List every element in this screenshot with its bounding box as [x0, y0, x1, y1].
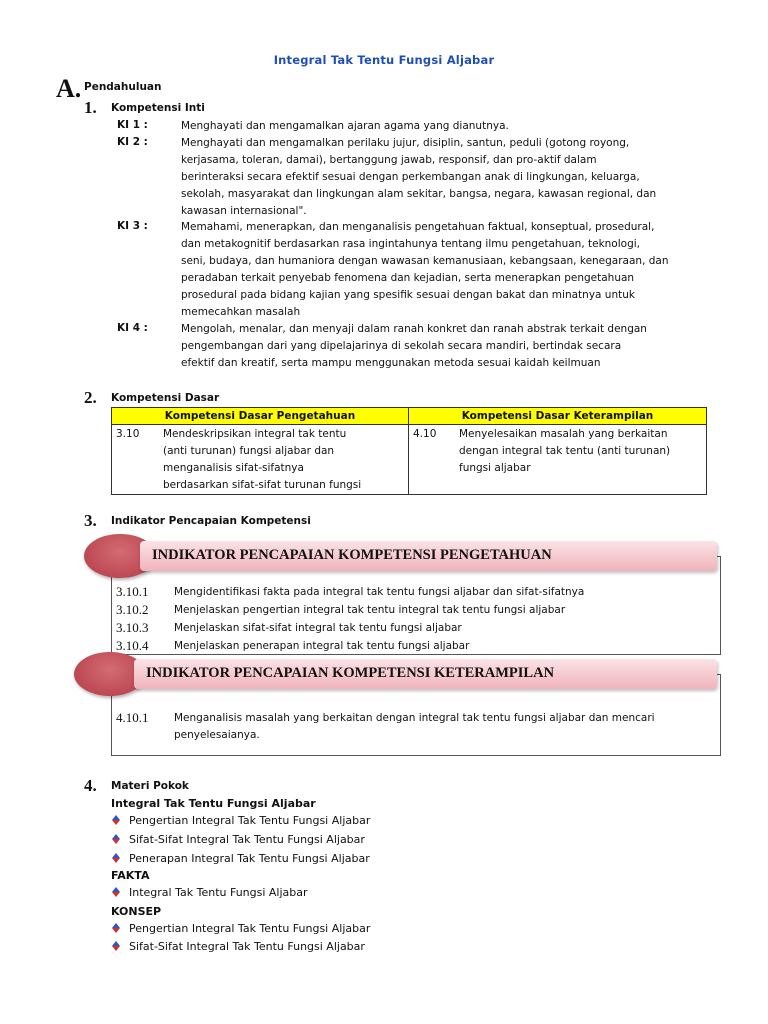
document-title: Integral Tak Tentu Fungsi Aljabar	[273, 53, 495, 67]
list-item	[111, 886, 308, 899]
ki2-line: kerjasama, toleran, damai), bertanggung jawab, responsif, dan pro-aktif dalam	[181, 154, 597, 166]
ki3-line: dan metakognitif berdasarkan rasa ingintahunya tentang ilmu pengetahuan, teknologi,	[181, 238, 640, 250]
indikator-code: 3.10.4	[116, 638, 149, 653]
kd-line: berdasarkan sifat-sifat turunan fungsi	[163, 479, 362, 491]
bullet-arrow-icon	[111, 941, 121, 951]
kd-line: (anti turunan) fungsi aljabar dan	[163, 445, 335, 457]
ki4-text	[181, 321, 706, 372]
konsep-label: KONSEP	[111, 905, 162, 918]
section-a-letter: A.	[56, 74, 82, 103]
section-1-number: 1.	[84, 98, 97, 117]
ki3-line: Memahami, menerapkan, dan menganalisis pengetahuan faktual, konseptual, prosedural,	[181, 221, 655, 233]
kd-code: 3.10	[116, 428, 140, 440]
bullet-arrow-icon	[111, 923, 121, 933]
fakta-label: FAKTA	[111, 869, 150, 882]
ki3-line: seni, budaya, dan humaniora dengan wawasan kemanusiaan, kebangsaan, kenegaraan, dan	[181, 255, 669, 267]
list-item	[111, 833, 365, 846]
list-item-text: Integral Tak Tentu Fungsi Aljabar	[129, 886, 308, 899]
indikator-text: Menjelaskan pengertian integral tak tentu integral tak tentu fungsi aljabar	[174, 604, 566, 616]
section-4-heading: Materi Pokok	[111, 780, 189, 792]
list-item	[111, 922, 370, 935]
bullet-arrow-icon	[111, 887, 121, 897]
indikator-code: 3.10.1	[116, 584, 149, 599]
kd-code: 4.10	[413, 428, 437, 440]
list-item	[111, 814, 370, 827]
ki1-label: KI 1 :	[117, 119, 148, 131]
bullet-arrow-icon	[111, 815, 121, 825]
ki2-line: berinteraksi secara efektif sesuai dengan perkembangan anak di lingkungan, keluarga,	[181, 171, 640, 183]
list-item	[111, 940, 365, 953]
ki2-label: KI 2 :	[117, 136, 148, 148]
indikator-text: Menjelaskan penerapan integral tak tentu fungsi aljabar	[174, 640, 470, 652]
kd-header-pengetahuan: Kompetensi Dasar Pengetahuan	[112, 408, 409, 425]
indikator-pengetahuan-banner: INDIKATOR PENCAPAIAN KOMPETENSI PENGETAHUAN	[140, 541, 717, 571]
indikator-text: Mengidentifikasi fakta pada integral tak tentu fungsi aljabar dan sifat-sifatnya	[174, 586, 585, 598]
ki4-label: KI 4 :	[117, 322, 148, 334]
indikator-line: penyelesaianya.	[174, 729, 260, 741]
kd-text	[459, 426, 670, 477]
indikator-code: 3.10.2	[116, 602, 149, 617]
section-3-number: 3.	[84, 511, 97, 530]
indikator-text	[174, 710, 655, 744]
section-a-label: Pendahuluan	[84, 81, 162, 93]
section-1-heading: Kompetensi Inti	[111, 102, 205, 114]
kd-line: menganalisis sifat-sifatnya	[163, 462, 304, 474]
kd-line: Mendeskripsikan integral tak tentu	[163, 428, 347, 440]
materi-subheading: Integral Tak Tentu Fungsi Aljabar	[111, 797, 316, 810]
ki1-line: Menghayati dan mengamalkan ajaran agama yang dianutnya.	[181, 120, 509, 132]
indikator-code: 4.10.1	[116, 710, 149, 725]
list-item-text: Sifat-Sifat Integral Tak Tentu Fungsi Aljabar	[129, 940, 365, 953]
list-item-text: Pengertian Integral Tak Tentu Fungsi Aljabar	[129, 814, 371, 827]
ki3-text	[181, 219, 706, 321]
kd-line: dengan integral tak tentu (anti turunan)	[459, 445, 671, 457]
list-item	[111, 852, 370, 865]
ki2-line: kawasan internasional".	[181, 205, 307, 217]
list-item-text: Pengertian Integral Tak Tentu Fungsi Aljabar	[129, 922, 371, 935]
ki2-line: Menghayati dan mengamalkan perilaku jujur, disiplin, santun, peduli (gotong royong,	[181, 137, 630, 149]
indikator-text: Menjelaskan sifat-sifat integral tak tentu fungsi aljabar	[174, 622, 462, 634]
kd-line: fungsi aljabar	[459, 462, 531, 474]
indikator-code: 3.10.3	[116, 620, 149, 635]
kd-header-keterampilan: Kompetensi Dasar Keterampilan	[409, 408, 707, 425]
ki4-line: efektif dan kreatif, serta mampu menggunakan metoda sesuai kaidah keilmuan	[181, 357, 601, 369]
kd-text	[163, 426, 361, 494]
ki4-line: pengembangan dari yang dipelajarinya di sekolah secara mandiri, bertindak secara	[181, 340, 622, 352]
indikator-line: Menganalisis masalah yang berkaitan dengan integral tak tentu fungsi aljabar dan mencari	[174, 712, 655, 724]
kd-line: Menyelesaikan masalah yang berkaitan	[459, 428, 668, 440]
indikator-keterampilan-banner: INDIKATOR PENCAPAIAN KOMPETENSI KETERAMPILAN	[134, 659, 717, 689]
section-2-number: 2.	[84, 388, 97, 407]
list-item-text: Penerapan Integral Tak Tentu Fungsi Aljabar	[129, 852, 370, 865]
kompetensi-dasar-table	[111, 407, 707, 495]
ki3-label: KI 3 :	[117, 220, 148, 232]
ki2-text	[181, 135, 706, 220]
section-3-heading: Indikator Pencapaian Kompetensi	[111, 515, 311, 527]
ki1-text	[181, 118, 706, 135]
bullet-arrow-icon	[111, 853, 121, 863]
ki4-line: Mengolah, menalar, dan menyaji dalam ranah konkret dan ranah abstrak terkait dengan	[181, 323, 647, 335]
kd-cell-pengetahuan	[112, 425, 409, 495]
section-2-heading: Kompetensi Dasar	[111, 392, 220, 404]
list-item-text: Sifat-Sifat Integral Tak Tentu Fungsi Aljabar	[129, 833, 365, 846]
ki3-line: prosedural pada bidang kajian yang spesifik sesuai dengan bakat dan minatnya untuk	[181, 289, 635, 301]
bullet-arrow-icon	[111, 834, 121, 844]
kd-cell-keterampilan	[409, 425, 707, 495]
ki3-line: peradaban terkait penyebab fenomena dan kejadian, serta menerapkan pengetahuan	[181, 272, 635, 284]
section-4-number: 4.	[84, 776, 97, 795]
ki3-line: memecahkan masalah	[181, 306, 301, 318]
ki2-line: sekolah, masyarakat dan lingkungan alam sekitar, bangsa, negara, kawasan regional, dan	[181, 188, 657, 200]
